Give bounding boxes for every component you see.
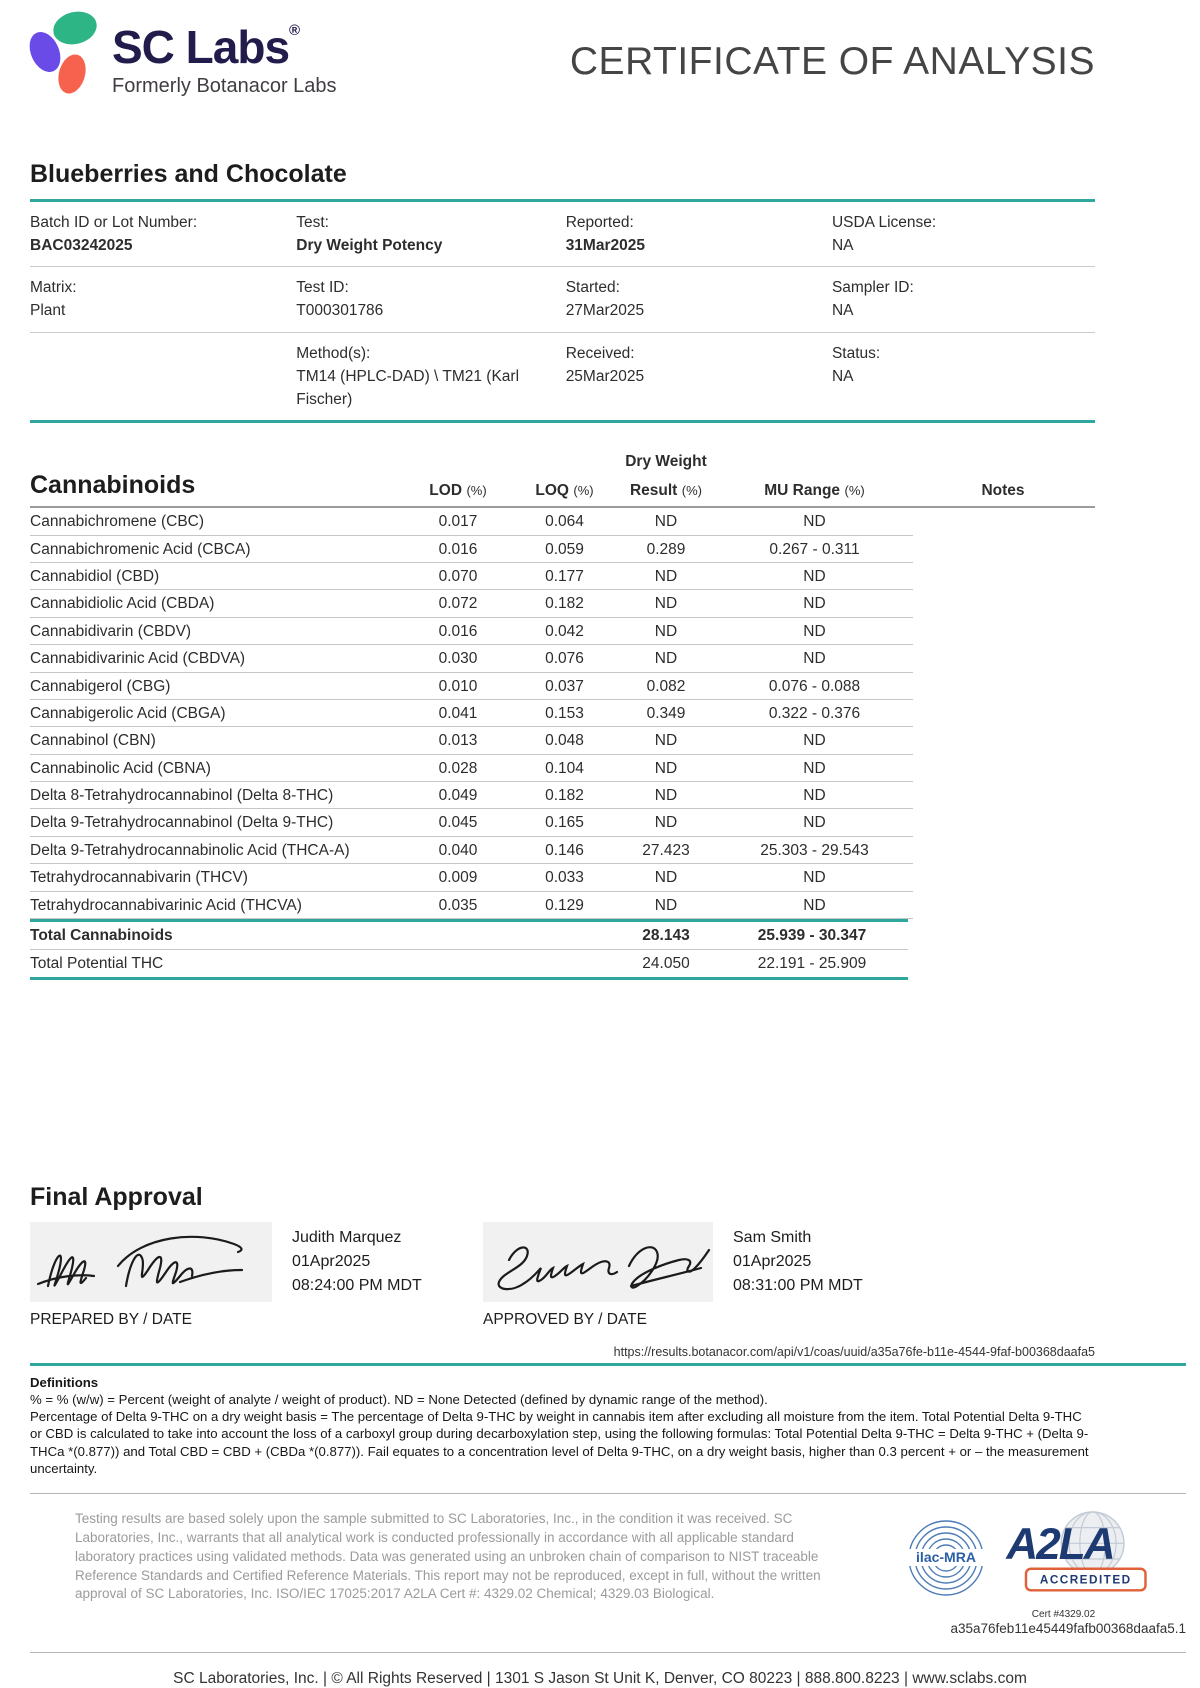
loq-value: 0.059 xyxy=(513,536,616,563)
lod-value: 0.045 xyxy=(403,809,513,836)
mu-range-value: ND xyxy=(716,864,913,891)
mu-range-value: 0.322 - 0.376 xyxy=(716,700,913,727)
total-result: 24.050 xyxy=(642,954,690,972)
cannabinoid-row xyxy=(30,892,1095,919)
mu-range-value: ND xyxy=(716,755,913,782)
mu-range-value: ND xyxy=(716,590,913,617)
final-approval-section xyxy=(30,1183,1095,1329)
report-hash: a35a76feb11e45449fafb00368daafa5.1 xyxy=(950,1620,1186,1636)
notes-value xyxy=(913,837,1093,864)
field-value: NA xyxy=(831,302,854,320)
dry-weight-group-header: Dry Weight xyxy=(625,453,707,471)
cannabinoid-row xyxy=(30,809,1095,836)
sample-info-field xyxy=(296,266,565,332)
approved-signature-image xyxy=(483,1222,713,1302)
sample-info-field xyxy=(832,202,1095,267)
cannabinoid-row xyxy=(30,673,1095,700)
loq-value: 0.076 xyxy=(513,645,616,672)
notes-value xyxy=(913,673,1093,700)
cannabinoid-row xyxy=(30,837,1095,864)
loq-value: 0.048 xyxy=(513,727,616,754)
lod-value: 0.010 xyxy=(403,673,513,700)
field-label: Reported: xyxy=(565,213,634,231)
notes-value xyxy=(913,864,1093,891)
sc-labs-logomark-icon xyxy=(30,10,96,94)
analyte-name: Cannabidiolic Acid (CBDA) xyxy=(30,590,403,617)
loq-value: 0.037 xyxy=(513,673,616,700)
result-value: 0.082 xyxy=(616,673,716,700)
field-label: Received: xyxy=(565,344,635,362)
sample-info-field xyxy=(296,202,565,267)
field-value: Plant xyxy=(30,302,66,320)
mu-range-value: ND xyxy=(716,892,913,919)
notes-value xyxy=(913,809,1093,836)
mu-range-value: ND xyxy=(716,563,913,590)
result-value: ND xyxy=(616,618,716,645)
prepared-by-label: PREPARED BY / DATE xyxy=(30,1310,192,1328)
lod-value: 0.016 xyxy=(403,536,513,563)
approver-date: 01Apr2025 xyxy=(733,1252,812,1270)
field-label: Batch ID or Lot Number: xyxy=(30,213,198,231)
col-header-notes: Notes xyxy=(981,482,1025,500)
result-value: 0.289 xyxy=(616,536,716,563)
cannabinoid-row xyxy=(30,618,1095,645)
loq-value: 0.104 xyxy=(513,755,616,782)
analyte-name: Tetrahydrocannabivarinic Acid (THCVA) xyxy=(30,892,403,919)
brand-tagline: Formerly Botanacor Labs xyxy=(112,74,337,97)
sample-info-field xyxy=(566,266,832,332)
loq-value: 0.064 xyxy=(513,508,616,535)
result-value: ND xyxy=(616,809,716,836)
field-label: Started: xyxy=(565,279,620,297)
result-value: ND xyxy=(616,563,716,590)
definitions-title: Definitions xyxy=(30,1374,99,1390)
brand-name: SC Labs® xyxy=(112,21,301,73)
notes-value xyxy=(913,727,1093,754)
disclaimer-text: Testing results are based solely upon the sample submitted to SC Laboratories, Inc., in the condition it was received. SC Laboratories, Inc., warrants that all analytical work is conducted professionally in accordance with all applicable standard laboratory practices using validated methods. Data was generated using an unbroken chain of comparison to NIST traceable Reference Standards and Certified Reference Materials. This report may not be reproduced, except in full, without the written approval of SC Laboratories, Inc. ISO/IEC 17025:2017 A2LA Cert #: 4329.02 Chemical; 4329.03 Biological. xyxy=(75,1510,821,1602)
total-label: Total Potential THC xyxy=(30,954,164,972)
lod-value: 0.017 xyxy=(403,508,513,535)
analyte-name: Cannabinol (CBN) xyxy=(30,727,403,754)
notes-value xyxy=(913,536,1093,563)
footer-text: SC Laboratories, Inc. | © All Rights Reserved | 1301 S Jason St Unit K, Denver, CO 80223 | 888.800.8223 | www.sclabs.com xyxy=(173,1669,1027,1687)
preparer-date: 01Apr2025 xyxy=(292,1252,371,1270)
cert-number: Cert #4329.02 xyxy=(1031,1608,1096,1620)
registered-mark: ® xyxy=(289,22,301,39)
notes-value xyxy=(913,618,1093,645)
analyte-name: Cannabidivarin (CBDV) xyxy=(30,618,403,645)
sample-info-field xyxy=(832,332,1095,421)
notes-value xyxy=(913,892,1093,919)
field-value: 27Mar2025 xyxy=(565,302,645,320)
field-label: Sampler ID: xyxy=(831,279,914,297)
svg-text:A2LA: A2LA xyxy=(1005,1519,1114,1569)
sample-info-field xyxy=(30,266,296,332)
table-group-header-row xyxy=(30,453,1095,471)
final-approval-heading: Final Approval xyxy=(30,1182,203,1211)
totals-section xyxy=(30,919,908,980)
ilac-mra-logo-icon xyxy=(906,1518,986,1598)
notes-value xyxy=(913,700,1093,727)
loq-value: 0.177 xyxy=(513,563,616,590)
field-value: 31Mar2025 xyxy=(565,236,645,254)
loq-value: 0.153 xyxy=(513,700,616,727)
mu-range-value: ND xyxy=(716,809,913,836)
lod-value: 0.070 xyxy=(403,563,513,590)
field-label: Matrix: xyxy=(30,279,77,297)
mu-range-value: 25.303 - 29.543 xyxy=(716,837,913,864)
prepared-by-meta xyxy=(292,1226,422,1329)
result-value: ND xyxy=(616,645,716,672)
document-title: CERTIFICATE OF ANALYSIS xyxy=(569,40,1095,83)
cannabinoid-row xyxy=(30,563,1095,590)
approved-by-label: APPROVED BY / DATE xyxy=(483,1310,647,1328)
disclaimer-section xyxy=(30,1494,1186,1642)
mu-range-value: 0.267 - 0.311 xyxy=(716,536,913,563)
analyte-name: Cannabichromene (CBC) xyxy=(30,508,403,535)
cannabinoid-row xyxy=(30,536,1095,563)
lod-value: 0.035 xyxy=(403,892,513,919)
result-value: ND xyxy=(616,864,716,891)
notes-value xyxy=(913,590,1093,617)
loq-value: 0.129 xyxy=(513,892,616,919)
lod-value: 0.041 xyxy=(403,700,513,727)
lod-value: 0.028 xyxy=(403,755,513,782)
cannabinoid-row xyxy=(30,864,1095,891)
prepared-signature-image xyxy=(30,1222,272,1302)
field-value: BAC03242025 xyxy=(30,236,133,254)
approved-by-block xyxy=(483,1222,863,1329)
total-result: 28.143 xyxy=(642,926,690,944)
approved-by-meta xyxy=(733,1226,863,1329)
loq-value: 0.146 xyxy=(513,837,616,864)
lod-value: 0.072 xyxy=(403,590,513,617)
sc-labs-logo xyxy=(30,10,337,98)
field-label: Method(s): xyxy=(296,344,371,362)
certificate-of-analysis-page xyxy=(0,10,1200,1687)
field-value: Dry Weight Potency xyxy=(296,236,443,254)
logo-text xyxy=(112,10,337,98)
analyte-name: Cannabigerol (CBG) xyxy=(30,673,403,700)
result-value: ND xyxy=(616,755,716,782)
definitions-line-1: % = % (w/w) = Percent (weight of analyte / weight of product). ND = None Detected (defined by dynamic range of the method). xyxy=(30,1392,768,1408)
field-label: Test: xyxy=(296,213,329,231)
approver-name: Sam Smith xyxy=(733,1228,812,1246)
mu-range-value: ND xyxy=(716,727,913,754)
sample-info-field xyxy=(566,332,832,421)
loq-value: 0.182 xyxy=(513,590,616,617)
lod-value: 0.049 xyxy=(403,782,513,809)
approver-time: 08:31:00 PM MDT xyxy=(733,1276,863,1294)
mu-range-value: ND xyxy=(716,508,913,535)
analyte-name: Cannabidivarinic Acid (CBDVA) xyxy=(30,645,403,672)
result-value: 27.423 xyxy=(616,837,716,864)
result-value: ND xyxy=(616,508,716,535)
report-url-link[interactable]: https://results.botanacor.com/api/v1/coas/uuid/a35a76fe-b11e-4544-9faf-b00368daafa5 xyxy=(613,1344,1095,1359)
table-body xyxy=(30,508,1095,919)
sample-name-heading: Blueberries and Chocolate xyxy=(30,160,1095,202)
sample-info-field xyxy=(566,202,832,267)
analyte-name: Tetrahydrocannabivarin (THCV) xyxy=(30,864,403,891)
col-header-result: Result (%) xyxy=(629,482,703,500)
col-header-mu-range: MU Range (%) xyxy=(764,482,865,500)
field-value: NA xyxy=(831,236,854,254)
lod-value: 0.013 xyxy=(403,727,513,754)
mu-range-value: ND xyxy=(716,782,913,809)
cannabinoid-row xyxy=(30,645,1095,672)
result-value: ND xyxy=(616,590,716,617)
total-cannabinoids-row xyxy=(30,922,908,950)
sample-info-field xyxy=(832,266,1095,332)
sample-info-field xyxy=(296,332,565,421)
lod-value: 0.030 xyxy=(403,645,513,672)
field-label: Status: xyxy=(831,344,881,362)
cannabinoid-row xyxy=(30,590,1095,617)
field-label: Test ID: xyxy=(296,279,349,297)
cannabinoid-row xyxy=(30,782,1095,809)
result-value: 0.349 xyxy=(616,700,716,727)
cannabinoid-row xyxy=(30,727,1095,754)
total-potential-thc-row xyxy=(30,950,908,977)
loq-value: 0.165 xyxy=(513,809,616,836)
field-label: USDA License: xyxy=(831,213,937,231)
cannabinoid-row xyxy=(30,508,1095,535)
result-value: ND xyxy=(616,892,716,919)
field-value: T000301786 xyxy=(296,302,384,320)
col-header-loq: LOQ (%) xyxy=(535,482,594,500)
analyte-name: Cannabinolic Acid (CBNA) xyxy=(30,755,403,782)
notes-value xyxy=(913,782,1093,809)
lod-value: 0.016 xyxy=(403,618,513,645)
field-value: TM14 (HPLC-DAD) \ TM21 (Karl Fischer) xyxy=(296,367,520,409)
divider xyxy=(30,1652,1186,1653)
loq-value: 0.042 xyxy=(513,618,616,645)
cannabinoids-section-title: Cannabinoids xyxy=(30,471,196,500)
definitions-line-2: Percentage of Delta 9-THC on a dry weight basis = The percentage of Delta 9-THC by weight in cannabis item after excluding all moisture from the item. Total Potential Delta 9-THC or CBD is calculated to take into account the loss of a carboxyl group during decarboxylation step, using the following formulas: Total Potential Delta 9-THC = Delta 9-THC + (Delta 9-THCa *(0.877)) and Total CBD = CBD + (CBDa *(0.877)). Fail equates to a concentration level of Delta 9-THC, on a dry weight basis, higher than 0.3 percent + or – the measurement uncertainty. xyxy=(30,1409,1089,1476)
total-label: Total Cannabinoids xyxy=(30,926,173,944)
accreditation-badges xyxy=(871,1510,1186,1636)
loq-value: 0.033 xyxy=(513,864,616,891)
analyte-name: Delta 9-Tetrahydrocannabinolic Acid (THCA-A) xyxy=(30,837,403,864)
analyte-name: Delta 9-Tetrahydrocannabinol (Delta 9-THC) xyxy=(30,809,403,836)
prepared-by-block xyxy=(30,1222,483,1329)
mu-range-value: 0.076 - 0.088 xyxy=(716,673,913,700)
notes-value xyxy=(913,645,1093,672)
svg-text:ACCREDITED: ACCREDITED xyxy=(1039,1573,1132,1587)
a2la-accredited-logo-icon xyxy=(994,1510,1152,1606)
total-mu-range: 25.939 - 30.347 xyxy=(757,926,867,944)
notes-value xyxy=(913,563,1093,590)
signatures-row xyxy=(30,1222,1095,1329)
svg-text:ilac-MRA: ilac-MRA xyxy=(915,1548,976,1565)
definitions-section xyxy=(30,1374,1095,1477)
result-value: ND xyxy=(616,782,716,809)
sample-info-field xyxy=(30,202,296,267)
sample-info-grid xyxy=(30,202,1095,424)
analyte-name: Cannabigerolic Acid (CBGA) xyxy=(30,700,403,727)
col-header-lod: LOD (%) xyxy=(429,482,487,500)
notes-value xyxy=(913,508,1093,535)
preparer-name: Judith Marquez xyxy=(292,1228,402,1246)
total-mu-range: 22.191 - 25.909 xyxy=(757,954,867,972)
field-value: 25Mar2025 xyxy=(565,367,645,385)
lod-value: 0.040 xyxy=(403,837,513,864)
lod-value: 0.009 xyxy=(403,864,513,891)
analyte-name: Cannabichromenic Acid (CBCA) xyxy=(30,536,403,563)
analyte-name: Delta 8-Tetrahydrocannabinol (Delta 8-THC) xyxy=(30,782,403,809)
loq-value: 0.182 xyxy=(513,782,616,809)
table-header-row xyxy=(30,471,1095,508)
mu-range-value: ND xyxy=(716,618,913,645)
analyte-name: Cannabidiol (CBD) xyxy=(30,563,403,590)
sample-info-field xyxy=(30,332,296,421)
cannabinoids-table xyxy=(30,453,1095,980)
preparer-time: 08:24:00 PM MDT xyxy=(292,1276,422,1294)
mu-range-value: ND xyxy=(716,645,913,672)
notes-value xyxy=(913,755,1093,782)
field-value: NA xyxy=(831,367,854,385)
cannabinoid-row xyxy=(30,755,1095,782)
report-header xyxy=(30,10,1095,98)
result-value: ND xyxy=(616,727,716,754)
teal-divider xyxy=(30,1363,1186,1366)
cannabinoid-row xyxy=(30,700,1095,727)
